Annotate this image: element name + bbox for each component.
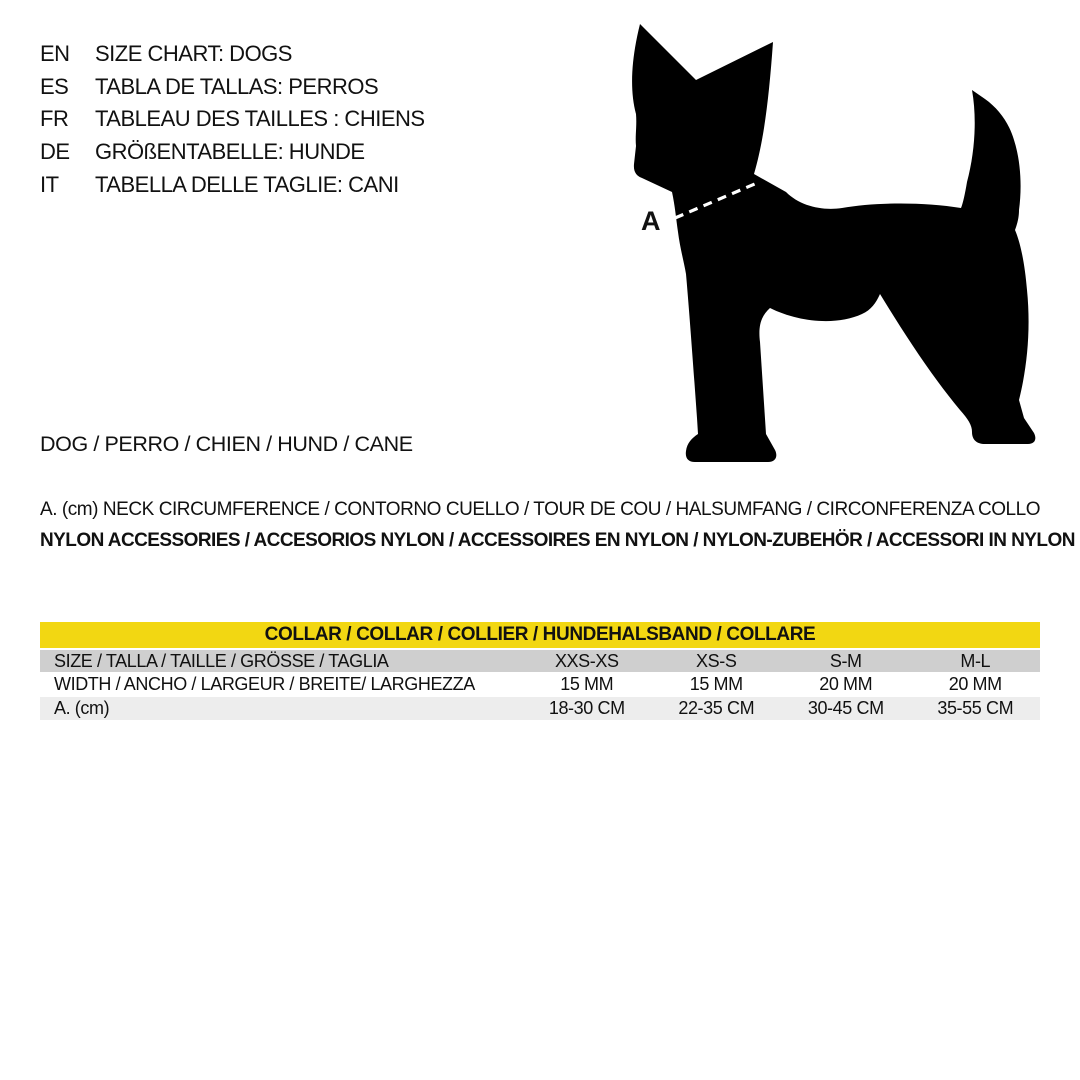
language-title: TABLEAU DES TAILLES : CHIENS: [95, 106, 425, 132]
language-title-list: [40, 38, 600, 201]
language-row-es: [40, 71, 600, 104]
neck-value: 22-35 CM: [678, 698, 755, 718]
language-title: TABELLA DELLE TAGLIE: CANI: [95, 171, 399, 197]
size-value: S-M: [829, 650, 862, 671]
language-code: IT: [40, 171, 59, 197]
neck-circumference-note: A. (cm) NECK CIRCUMFERENCE / CONTORNO CUELLO / TOUR DE COU / HALSUMFANG / CIRCONFERENZA COLLO: [40, 499, 1041, 520]
neck-value: 30-45 CM: [807, 698, 884, 718]
row-label: SIZE / TALLA / TAILLE / GRÖSSE / TAGLIA: [54, 650, 389, 671]
language-title: TABLA DE TALLAS: PERROS: [95, 73, 379, 99]
table-header-collar: [40, 622, 1040, 648]
size-value: M-L: [960, 650, 991, 671]
width-value: 20 MM: [948, 674, 1002, 694]
table-row-width: [40, 674, 1040, 695]
language-row-en: [40, 38, 600, 71]
neck-value: 18-30 CM: [548, 698, 625, 718]
material-note: NYLON ACCESSORIES / ACCESORIOS NYLON / ACCESSOIRES EN NYLON / NYLON-ZUBEHÖR / ACCESSORI IN NYLON: [40, 530, 1075, 551]
language-code: EN: [40, 41, 70, 67]
size-value: XXS-XS: [554, 650, 619, 671]
width-value: 15 MM: [560, 674, 614, 694]
language-row-fr: [40, 103, 600, 136]
language-code: FR: [40, 106, 69, 132]
language-code: ES: [40, 73, 69, 99]
row-label: WIDTH / ANCHO / LARGEUR / BREITE/ LARGHEZZA: [54, 674, 475, 694]
neck-value: 35-55 CM: [937, 698, 1014, 718]
dog-body-shape: [632, 24, 1035, 462]
table-title: COLLAR / COLLAR / COLLIER / HUNDEHALSBAND / COLLARE: [264, 624, 816, 645]
dog-silhouette-icon: [628, 22, 1052, 462]
language-row-it: [40, 168, 600, 201]
table-row-neck: [40, 697, 1040, 720]
measure-marker-a: A: [641, 206, 660, 236]
dog-silhouette-svg: [628, 22, 1052, 462]
language-title: GRÖßENTABELLE: HUNDE: [95, 139, 365, 165]
width-value: 15 MM: [689, 674, 743, 694]
animal-caption: DOG / PERRO / CHIEN / HUND / CANE: [40, 432, 413, 456]
size-value: XS-S: [696, 650, 737, 671]
language-title: SIZE CHART: DOGS: [95, 41, 292, 67]
language-code: DE: [40, 139, 70, 165]
row-label: A. (cm): [54, 698, 110, 718]
width-value: 20 MM: [819, 674, 873, 694]
table-row-size: [40, 650, 1040, 672]
language-row-de: [40, 136, 600, 169]
